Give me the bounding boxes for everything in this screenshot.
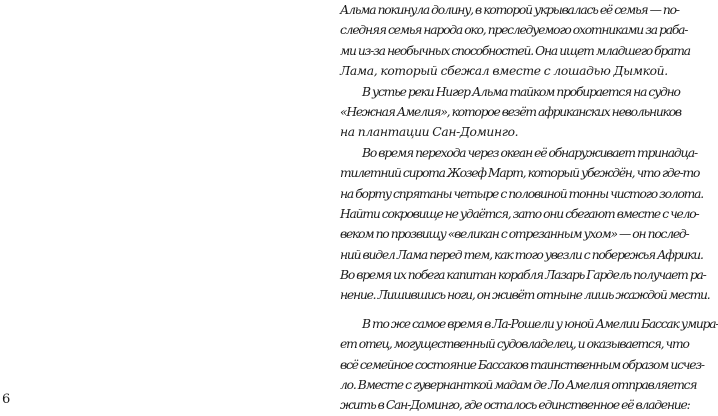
text-line: жить в Сан-Доминго, где осталось единственное её владение: (340, 398, 690, 413)
text-line: ний видел Лама перед тем, как того увезли с побережья Африки. (340, 247, 703, 262)
text-line: нение. Лишившись ноги, он живёт отныне лишь жаждой мести. (340, 288, 710, 303)
text-line: ет отец, могущественный судовладелец, и оказывается, что (340, 337, 689, 352)
text-line: ло. Вместе с гувернанткой мадам де Ло Амелия отправляется (340, 378, 697, 393)
paragraph-la-rochelle (340, 314, 718, 416)
text-line: Во время перехода через океан её обнаруживает тринадца- (362, 145, 697, 160)
paragraph-alma-valley (340, 0, 690, 82)
text-line: на борту спрятаны четыре с половиной тонны чистого золота. (340, 186, 703, 201)
paragraph-niger-river (340, 82, 681, 143)
paragraph-ocean-crossing (340, 143, 710, 306)
text-line: веком по прозвищу «великан с отрезанным ухом» — он послед- (340, 227, 689, 242)
text-line: следняя семья народа око, преследуемого охотниками за раба- (340, 23, 688, 38)
text-line: В устье реки Нигер Альма тайком пробирается на судно (362, 84, 680, 99)
text-line: В то же самое время в Ла-Рошели у юной Амелии Бассак умира- (362, 316, 718, 331)
section-break (340, 306, 673, 314)
text-line: «Нежная Амелия», которое везёт африканских невольников (340, 104, 681, 119)
text-line: тилетний сирота Жозеф Март, который убеждён, что где-то (340, 166, 700, 181)
text-line: Альма покинула долину, в которой укрывалась её семья — по- (340, 3, 679, 17)
text-line: Во время их побега капитан корабля Лазарь Гардель получает ра- (340, 268, 706, 283)
text-line: Лама, который сбежал вместе с лошадью Дымкой. (340, 64, 668, 79)
text-line: ми из-за необычных способностей. Она ищет младшего брата (340, 43, 690, 58)
text-line: на плантации Сан-Доминго. (340, 125, 519, 140)
text-line: Найти сокровище не удаётся, зато они сбегают вместе с чело- (340, 206, 699, 221)
page-number: 6 (2, 392, 11, 407)
main-text-column (340, 0, 718, 416)
text-line: всё семейное состояние Бассаков таинственным образом исчез- (340, 357, 704, 372)
